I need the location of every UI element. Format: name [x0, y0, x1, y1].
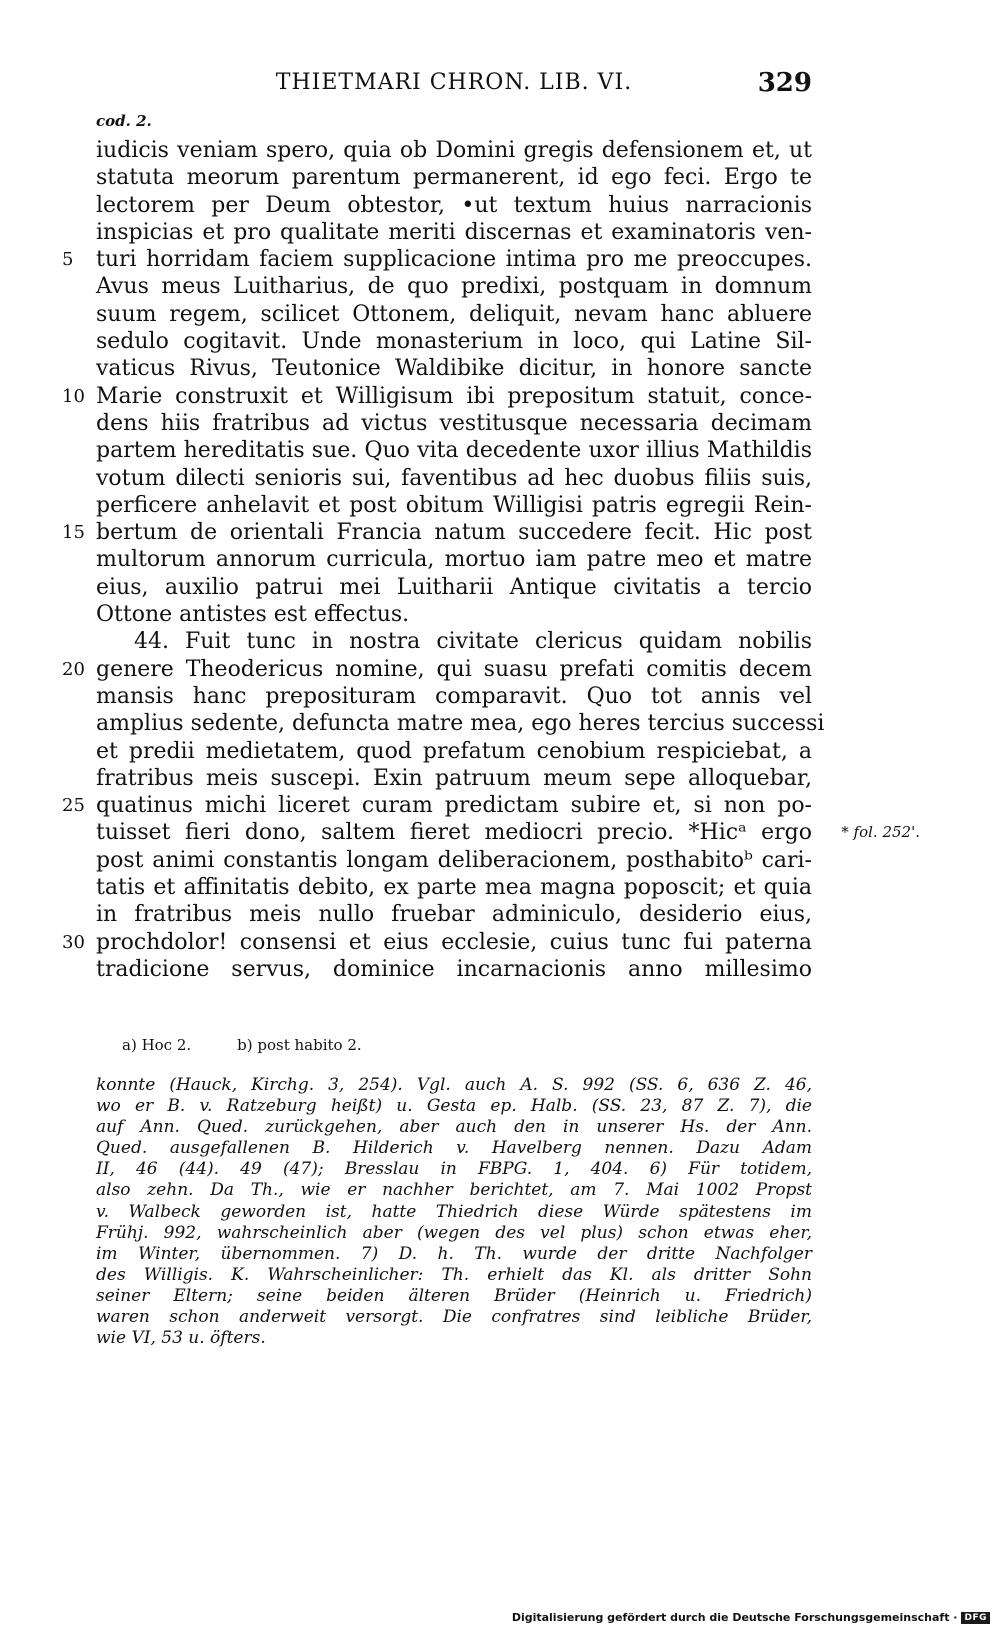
- line-text: mansis hanc preposituram comparavit. Quo tot annis vel: [96, 683, 812, 709]
- note-line: auf Ann. Qued. zurückgehen, aber auch den in unserer Hs. der Ann.: [96, 1117, 812, 1138]
- line-text: Avus meus Luitharius, de quo predixi, postquam in domnum: [96, 274, 812, 300]
- line-text: genere Theodericus nomine, qui suasu prefati comitis decem: [96, 656, 812, 682]
- text-line: [96, 901, 812, 928]
- text-line: [96, 765, 812, 792]
- note-line: wo er B. v. Ratzeburg heißt) u. Gesta ep. Halb. (SS. 23, 87 Z. 7), die: [96, 1096, 812, 1117]
- text-line: [62, 656, 812, 683]
- line-text: votum dilecti senioris sui, faventibus ad hec duobus filiis suis,: [96, 465, 812, 491]
- text-line: [96, 355, 812, 382]
- footer-text: Digitalisierung gefördert durch die Deutsche Forschungsgemeinschaft ·: [511, 1611, 958, 1624]
- line-text: 44. Fuit tunc in nostra civitate clericus quidam nobilis: [134, 629, 812, 655]
- line-text: tradicione servus, dominice incarnacionis anno millesimo: [96, 956, 812, 982]
- note-line: also zehn. Da Th., wie er nachher berichtet, am 7. Mai 1002 Propst: [96, 1180, 812, 1201]
- line-number: 30: [62, 931, 85, 953]
- line-text: eius, auxilio patrui mei Luitharii Antique civitatis a tercio: [96, 574, 812, 600]
- line-text: lectorem per Deum obtestor, •ut textum huius narracionis: [96, 192, 812, 218]
- text-line: [96, 301, 812, 328]
- note-line: v. Walbeck geworden ist, hatte Thiedrich diese Würde spätestens im: [96, 1201, 812, 1222]
- text-line: [62, 383, 812, 410]
- note-line: II, 46 (44). 49 (47); Bresslau in FBPG. 1, 404. 6) Für totidem,: [96, 1159, 812, 1180]
- text-line: [62, 929, 812, 956]
- line-text: dens hiis fratribus ad victus vestitusque necessaria decimam: [96, 410, 812, 436]
- text-line: [96, 628, 812, 655]
- text-line: [96, 574, 812, 601]
- text-line: [96, 192, 812, 219]
- line-text: partem hereditatis sue. Quo vita decedente uxor illius Mathildis: [96, 438, 812, 464]
- line-number: 20: [62, 658, 85, 680]
- line-text: bertum de orientali Francia natum succedere fecit. Hic post: [96, 520, 812, 546]
- line-text: tuisset fieri dono, saltem fieret mediocri precio. *Hicᵃ ergo: [96, 820, 812, 846]
- text-line: [96, 847, 812, 874]
- text-line: [62, 792, 812, 819]
- line-text: multorum annorum curricula, mortuo iam patre meo et matre: [96, 547, 812, 573]
- line-text: Ottone antistes est effectus.: [96, 602, 410, 628]
- line-text: turi horridam faciem supplicacione intima pro me preoccupes.: [96, 247, 812, 273]
- text-line: [96, 956, 812, 983]
- critical-apparatus: [122, 1036, 362, 1054]
- folio-margin-note: * fol. 252'.: [841, 823, 920, 842]
- text-line: [96, 492, 812, 519]
- line-text: fratribus meis suscepi. Exin patruum meum sepe alloquebar,: [96, 765, 812, 791]
- line-text: quatinus michi liceret curam predictam subire et, si non po-: [96, 793, 812, 819]
- running-title: THIETMARI CHRON. LIB. VI.: [275, 70, 633, 95]
- note-line: konnte (Hauck, Kirchg. 3, 254). Vgl. auch A. S. 992 (SS. 6, 636 Z. 46,: [96, 1075, 812, 1095]
- critical-note: a) Hoc 2.: [122, 1036, 192, 1054]
- line-text: statuta meorum parentum permanerent, id ego feci. Ergo te: [96, 165, 812, 191]
- main-text-block: [62, 137, 920, 983]
- line-text: amplius sedente, defuncta matre mea, ego heres tercius successi: [96, 711, 825, 737]
- text-line: [96, 710, 825, 737]
- line-text: inspicias et pro qualitate meriti discernas et examinatoris ven-: [96, 219, 812, 245]
- text-line: [96, 683, 812, 710]
- text-line: [62, 519, 812, 546]
- text-line: [96, 819, 920, 846]
- line-text: tatis et affinitatis debito, ex parte mea magna poposcit; et quia: [96, 875, 812, 901]
- text-line: [96, 546, 812, 573]
- line-number: 25: [62, 795, 85, 817]
- line-text: vaticus Rivus, Teutonice Waldibike dicitur, in honore sancte: [96, 356, 812, 382]
- text-line: [96, 874, 812, 901]
- text-line: [96, 219, 812, 246]
- text-line: [96, 601, 812, 628]
- text-line: [96, 465, 812, 492]
- text-line: [96, 137, 812, 164]
- line-text: suum regem, scilicet Ottonem, deliquit, nevam hanc abluere: [96, 301, 812, 327]
- commentary-notes: [96, 1075, 812, 1349]
- line-text: post animi constantis longam deliberacionem, posthabitoᵇ cari-: [96, 847, 812, 873]
- digitization-footer: [512, 1611, 990, 1624]
- text-line: [96, 437, 812, 464]
- line-text: Marie construxit et Willigisum ibi prepositum statuit, conce-: [96, 383, 812, 409]
- note-line: des Willigis. K. Wahrscheinlicher: Th. erhielt das Kl. als dritter Sohn: [96, 1264, 812, 1285]
- line-text: sedulo cogitavit. Unde monasterium in loco, qui Latine Sil-: [96, 329, 812, 355]
- text-line: [96, 328, 812, 355]
- page-number: 329: [757, 68, 812, 98]
- note-line: im Winter, übernommen. 7) D. h. Th. wurde der dritte Nachfolger: [96, 1243, 812, 1264]
- note-line: Frühj. 992, wahrscheinlich aber (wegen des vel plus) schon etwas eher,: [96, 1222, 812, 1243]
- text-line: [96, 738, 812, 765]
- text-line: [62, 246, 812, 273]
- line-text: perficere anhelavit et post obitum Willigisi patris egregii Rein-: [96, 492, 812, 518]
- note-line: seiner Eltern; seine beiden älteren Brüder (Heinrich u. Friedrich): [96, 1285, 812, 1306]
- line-number: 5: [62, 249, 74, 271]
- line-text: et predii medietatem, quod prefatum cenobium respiciebat, a: [96, 738, 812, 764]
- dfg-logo: DFG: [961, 1612, 990, 1624]
- text-line: [96, 164, 812, 191]
- line-text: in fratribus meis nullo fruebar adminiculo, desiderio eius,: [96, 902, 812, 928]
- note-line: waren schon anderweit versorgt. Die confratres sind leibliche Brüder,: [96, 1307, 812, 1328]
- text-line: [96, 273, 812, 300]
- line-number: 15: [62, 522, 85, 544]
- line-text: iudicis veniam spero, quia ob Domini gregis defensionem et, ut: [96, 138, 812, 163]
- critical-note: b) post habito 2.: [237, 1036, 362, 1054]
- running-head: [96, 68, 812, 102]
- codex-note: cod. 2.: [96, 112, 152, 130]
- line-number: 10: [62, 385, 85, 407]
- line-text: prochdolor! consensi et eius ecclesie, cuius tunc fui paterna: [96, 929, 812, 955]
- text-line: [96, 410, 812, 437]
- note-line: Qued. ausgefallenen B. Hilderich v. Havelberg nennen. Dazu Adam: [96, 1138, 812, 1159]
- note-line: wie VI, 53 u. öfters.: [96, 1328, 266, 1349]
